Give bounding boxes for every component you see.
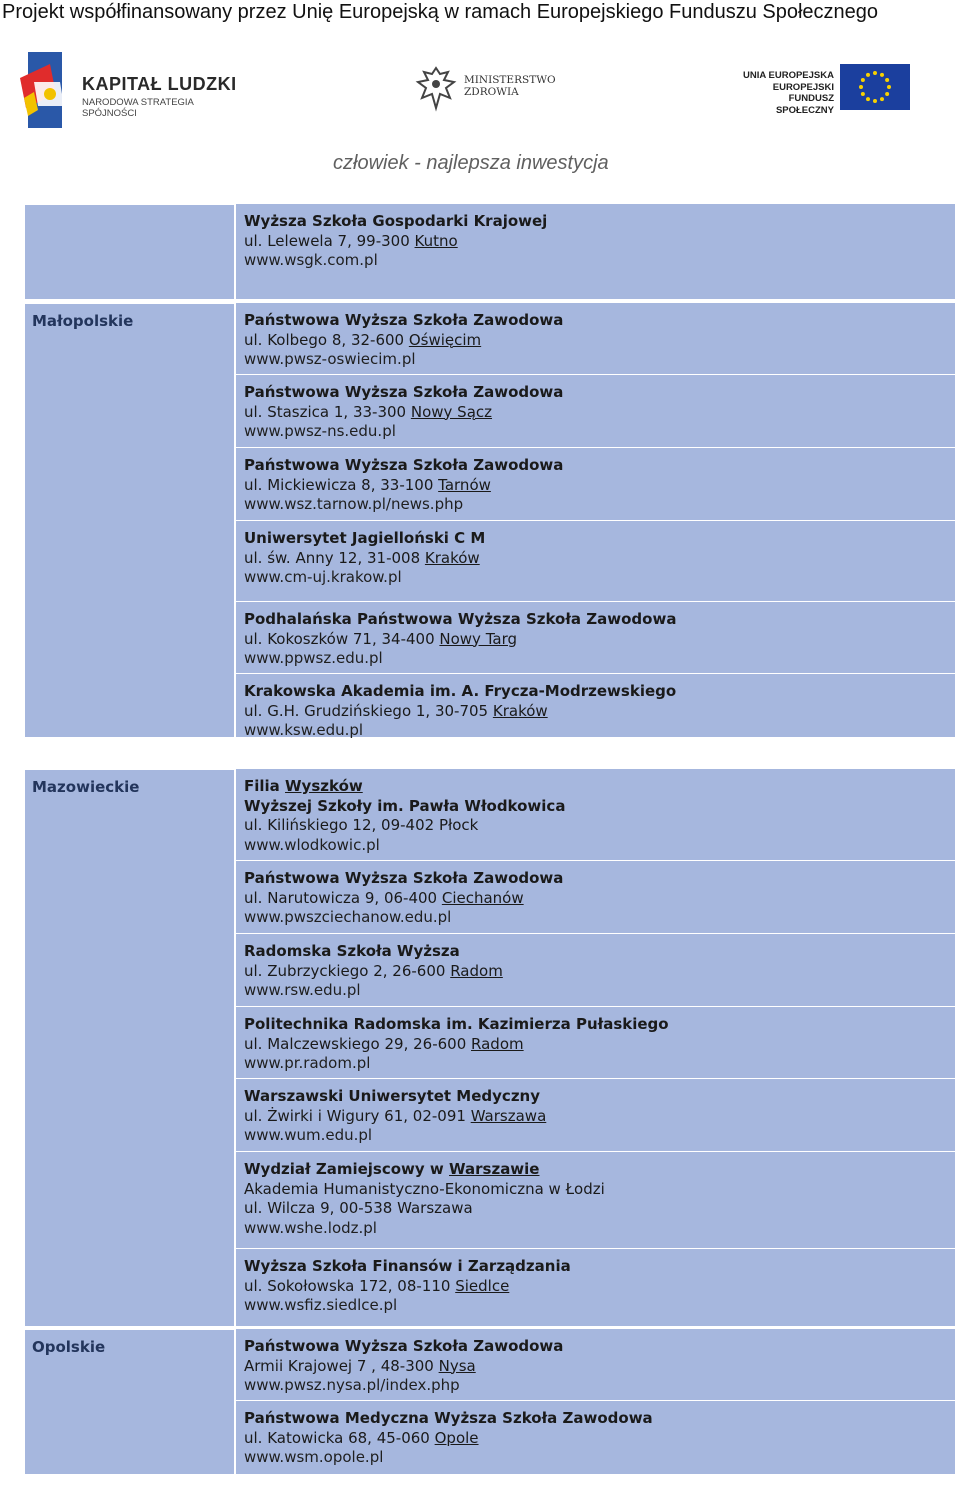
- eu-star-icon: [880, 97, 884, 101]
- address-street: ul. Lelewela 7, 99-300: [244, 231, 415, 250]
- address-city-link[interactable]: Nowy Sącz: [410, 402, 493, 421]
- address-street: ul. Staszica 1, 33-300: [244, 402, 411, 421]
- eu-star-icon: [866, 97, 870, 101]
- institution-branch-line: [244, 1160, 955, 1180]
- institution-entry: [236, 602, 955, 674]
- region-row: [24, 303, 956, 738]
- institution-address: [244, 476, 955, 496]
- eu-line-1: UNIA EUROPEJSKA: [743, 70, 834, 81]
- eu-star-icon: [885, 78, 889, 82]
- institution-website-link[interactable]: www.pr.radom.pl: [244, 1054, 371, 1072]
- address-street: ul. Kolbego 8, 32-600: [244, 330, 409, 349]
- kapital-ludzki-title: KAPITAŁ LUDZKI: [82, 74, 237, 94]
- institution-name: Państwowa Wyższa Szkoła Zawodowa: [244, 869, 564, 887]
- institution-website-link[interactable]: www.ppwsz.edu.pl: [244, 649, 383, 667]
- address-city-link[interactable]: Nowy Targ: [439, 629, 517, 648]
- institution-address: [244, 331, 955, 351]
- institution-address: [244, 962, 955, 982]
- branch-prefix: Wydział Zamiejscowy w: [244, 1160, 449, 1178]
- institution-entry: [236, 521, 955, 602]
- logo-bar: [0, 40, 960, 140]
- institution-website-link[interactable]: www.pwsz.nysa.pl/index.php: [244, 1376, 460, 1394]
- address-street: ul. Sokołowska 172, 08-110: [244, 1276, 456, 1295]
- institution-address: [244, 889, 955, 909]
- address-city-link[interactable]: Kraków: [424, 548, 480, 567]
- institution-website-link[interactable]: www.ksw.edu.pl: [244, 721, 364, 739]
- ministry-of-health-logo: [414, 64, 574, 114]
- institution-name: Państwowa Wyższa Szkoła Zawodowa: [244, 383, 564, 401]
- institution-entry: [236, 1079, 955, 1152]
- institution-name: Państwowa Wyższa Szkoła Zawodowa: [244, 456, 564, 474]
- institution-website-link[interactable]: www.rsw.edu.pl: [244, 981, 361, 999]
- institution-website-link[interactable]: www.wum.edu.pl: [244, 1126, 373, 1144]
- address-city-link[interactable]: Kraków: [492, 701, 548, 720]
- institution-name: Warszawski Uniwersytet Medyczny: [244, 1087, 541, 1105]
- region-row: [24, 1329, 956, 1475]
- institution-name: Państwowa Wyższa Szkoła Zawodowa: [244, 311, 564, 329]
- address-street: ul. św. Anny 12, 31-008: [244, 548, 425, 567]
- address-street: ul. Żwirki i Wigury 61, 02-091: [244, 1106, 471, 1125]
- address-city-link[interactable]: Opole: [434, 1428, 479, 1447]
- address-street: ul. Kokoszków 71, 34-400: [244, 629, 440, 648]
- institution-address: [244, 1429, 955, 1449]
- eu-star-icon: [859, 85, 863, 89]
- institution-name: Radomska Szkoła Wyższa: [244, 942, 460, 960]
- address-city-link[interactable]: Kutno: [414, 231, 458, 250]
- address-street: Armii Krajowej 7 , 48-300: [244, 1356, 439, 1375]
- kapital-ludzki-emblem-icon: [20, 52, 80, 128]
- branch-city-link[interactable]: Wyszków: [285, 777, 363, 795]
- address-street: ul. Malczewskiego 29, 26-600: [244, 1034, 472, 1053]
- institution-name: Politechnika Radomska im. Kazimierza Pułaskiego: [244, 1015, 669, 1033]
- institution-name: Wyższa Szkoła Gospodarki Krajowej: [244, 212, 548, 230]
- kapital-ludzki-logo: [20, 52, 250, 128]
- cofinancing-banner: Projekt współfinansowany przez Unię Europejską w ramach Europejskiego Funduszu Społecznego: [2, 1, 879, 23]
- address-city-link[interactable]: Tarnów: [438, 475, 491, 494]
- institution-name: Akademia Humanistyczno-Ekonomiczna w Łodzi: [244, 1179, 605, 1198]
- eu-star-icon: [880, 73, 884, 77]
- eu-star-icon: [885, 92, 889, 96]
- eu-star-icon: [866, 73, 870, 77]
- institution-address: [244, 549, 955, 569]
- address-street: ul. Mickiewicza 8, 33-100: [244, 475, 439, 494]
- institution-website-link[interactable]: www.wsfiz.siedlce.pl: [244, 1296, 398, 1314]
- address-city-link[interactable]: Radom: [450, 961, 503, 980]
- institution-address: [244, 1035, 955, 1055]
- institution-entry: [236, 769, 955, 861]
- region-name: Mazowieckie: [32, 778, 140, 796]
- region-cell: [24, 769, 235, 1327]
- address-street: ul. G.H. Grudzińskiego 1, 30-705: [244, 701, 493, 720]
- institution-website-link[interactable]: www.wlodkowic.pl: [244, 835, 380, 854]
- institution-website-link[interactable]: www.pwszciechanow.edu.pl: [244, 908, 452, 926]
- institution-entry: [236, 1007, 955, 1079]
- region-row: [24, 769, 956, 1327]
- institution-entry: [236, 934, 955, 1007]
- ministry-line-1: MINISTERSTWO: [464, 74, 556, 86]
- address-city-link[interactable]: Ciechanów: [441, 888, 524, 907]
- eu-social-fund-logo: [740, 64, 915, 114]
- region-name: Opolskie: [32, 1338, 106, 1356]
- eu-line-3: FUNDUSZ SPOŁECZNY: [775, 93, 834, 116]
- address-city-link[interactable]: Siedlce: [455, 1276, 510, 1295]
- institution-name: Wyższej Szkoły im. Pawła Włodkowica: [244, 796, 566, 815]
- region-name: Małopolskie: [32, 312, 134, 330]
- institution-branch-line: [244, 777, 955, 797]
- institution-address: [244, 1357, 955, 1377]
- address-street: ul. Narutowicza 9, 06-400: [244, 888, 442, 907]
- institution-entry: [236, 1401, 955, 1475]
- institution-entry: [236, 204, 955, 300]
- branch-city-link[interactable]: Warszawie: [449, 1160, 540, 1178]
- ministry-line-2: ZDROWIA: [464, 86, 519, 98]
- region-cell: [24, 1329, 235, 1475]
- institution-website-link[interactable]: www.wsz.tarnow.pl/news.php: [244, 495, 464, 513]
- address-city-link[interactable]: Oświęcim: [408, 330, 482, 349]
- institution-entry: [236, 375, 955, 448]
- institution-entry: [236, 861, 955, 934]
- region-row: [24, 204, 956, 300]
- eu-star-icon: [861, 78, 865, 82]
- address-street: ul. Kilińskiego 12, 09-402 Płock: [244, 816, 479, 834]
- institution-entry: [236, 1249, 955, 1327]
- institution-website-link[interactable]: www.cm-uj.krakow.pl: [244, 568, 402, 586]
- eu-star-icon: [873, 71, 877, 75]
- address-city-link[interactable]: Warszawa: [470, 1106, 547, 1125]
- institution-name: Podhalańska Państwowa Wyższa Szkoła Zawodowa: [244, 610, 677, 628]
- institution-website-link[interactable]: www.wsgk.com.pl: [244, 251, 378, 269]
- eu-line-2: EUROPEJSKI: [772, 81, 834, 93]
- institution-entry: [236, 1329, 955, 1401]
- institution-address: [244, 1107, 955, 1127]
- polish-eagle-icon: [414, 64, 458, 112]
- institution-website-link[interactable]: www.wshe.lodz.pl: [244, 1218, 377, 1237]
- address-street: ul. Katowicka 68, 45-060: [244, 1428, 435, 1447]
- address-city-link[interactable]: Nysa: [438, 1356, 476, 1375]
- institution-name: Uniwersytet Jagielloński C M: [244, 529, 486, 547]
- address-street: ul. Zubrzyckiego 2, 26-600: [244, 961, 451, 980]
- branch-prefix: Filia: [244, 777, 286, 795]
- slogan: człowiek - najlepsza inwestycja: [333, 152, 609, 174]
- address-city-link[interactable]: Radom: [471, 1034, 524, 1053]
- institution-website-link[interactable]: www.pwsz-ns.edu.pl: [244, 422, 396, 440]
- eu-star-icon: [861, 92, 865, 96]
- eu-flag-icon: [840, 64, 910, 110]
- institution-address: [244, 630, 955, 650]
- institution-website-link[interactable]: www.wsm.opole.pl: [244, 1448, 384, 1466]
- kapital-ludzki-subtitle: NARODOWA STRATEGIA SPÓJNOŚCI: [82, 97, 194, 119]
- eu-star-icon: [873, 99, 877, 103]
- region-cell: [24, 204, 235, 300]
- institution-entry: [236, 674, 955, 738]
- institution-address: [244, 816, 955, 836]
- institution-name: Wyższa Szkoła Finansów i Zarządzania: [244, 1257, 571, 1275]
- address-street: ul. Wilcza 9, 00-538 Warszawa: [244, 1199, 473, 1217]
- region-cell: [24, 303, 235, 738]
- institution-entry: [236, 303, 955, 375]
- institution-name: Państwowa Medyczna Wyższa Szkoła Zawodowa: [244, 1409, 653, 1427]
- institution-address: [244, 232, 955, 252]
- eu-star-icon: [887, 85, 891, 89]
- institution-entry: [236, 448, 955, 521]
- institution-address: [244, 702, 955, 722]
- institution-address: [244, 1277, 955, 1297]
- institution-name: Krakowska Akademia im. A. Frycza-Modrzewskiego: [244, 682, 677, 700]
- institution-name: Państwowa Wyższa Szkoła Zawodowa: [244, 1337, 564, 1355]
- institution-address: [244, 403, 955, 423]
- institution-address: [244, 1199, 955, 1219]
- institution-entry: [236, 1152, 955, 1249]
- institution-website-link[interactable]: www.pwsz-oswiecim.pl: [244, 350, 416, 368]
